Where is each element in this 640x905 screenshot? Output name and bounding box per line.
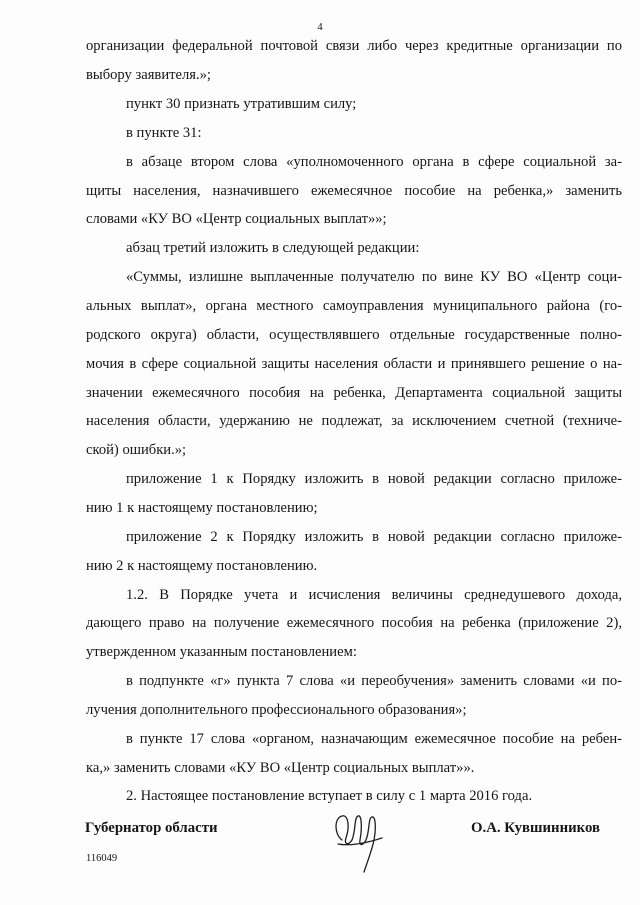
text-line: родского округа) области, осуществлявшего отдельные государственные полно-: [86, 327, 622, 343]
text-line: в пункте 17 слова «органом, назначающим ежемесячное пособие на ребен-: [126, 731, 622, 747]
text-line: словами «КУ ВО «Центр социальных выплат»»;: [86, 211, 387, 227]
text-line: ской) ошибки.»;: [86, 442, 187, 458]
text-line: 2. Настоящее постановление вступает в силу с 1 марта 2016 года.: [126, 788, 533, 804]
signatory-name: О.А. Кувшинников: [471, 820, 600, 836]
text-line: лучения дополнительного профессионального образования»;: [86, 702, 467, 718]
text-line: пункт 30 признать утратившим силу;: [126, 96, 357, 112]
text-line: организации федеральной почтовой связи либо через кредитные организации по: [86, 38, 622, 54]
text-line: нию 1 к настоящему постановлению;: [86, 500, 318, 516]
text-line: абзац третий изложить в следующей редакции:: [126, 240, 420, 256]
text-line: дающего право на получение ежемесячного пособия на ребенка (приложение 2),: [86, 615, 622, 631]
text-line: выбору заявителя.»;: [86, 67, 211, 83]
text-line: приложение 1 к Порядку изложить в новой редакции согласно приложе-: [126, 471, 622, 487]
signatory-title: Губернатор области: [85, 820, 218, 836]
document-code: 116049: [86, 853, 118, 864]
handwritten-signature: [328, 800, 388, 876]
text-line: «Суммы, излишне выплаченные получателю по вине КУ ВО «Центр соци-: [126, 269, 622, 285]
text-line: населения области, удержанию не подлежат, за исключением счетной (техниче-: [86, 413, 622, 429]
text-line: утвержденном указанным постановлением:: [86, 644, 357, 660]
page-number: 4: [317, 22, 323, 33]
signature-block: [0, 800, 640, 880]
text-line: нию 2 к настоящему постановлению.: [86, 558, 318, 574]
text-line: в абзаце втором слова «уполномоченного органа в сфере социальной за-: [126, 154, 622, 170]
text-line: в подпункте «г» пункта 7 слова «и переобучения» заменить словами «и по-: [126, 673, 622, 689]
text-line: щиты населения, назначившего ежемесячное пособие на ребенка,» заменить: [86, 183, 622, 199]
text-line: альных выплат», органа местного самоуправления муниципального района (го-: [86, 298, 622, 314]
text-line: мочия в сфере социальной защиты населения области и принявшего решение о на-: [86, 356, 622, 372]
text-line: 1.2. В Порядке учета и исчисления величины среднедушевого дохода,: [126, 587, 622, 603]
text-line: приложение 2 к Порядку изложить в новой редакции согласно приложе-: [126, 529, 622, 545]
text-line: значении ежемесячного пособия на ребенка, Департамента социальной защиты: [86, 385, 622, 401]
text-line: ка,» заменить словами «КУ ВО «Центр социальных выплат»».: [86, 760, 475, 776]
text-line: в пункте 31:: [126, 125, 202, 141]
